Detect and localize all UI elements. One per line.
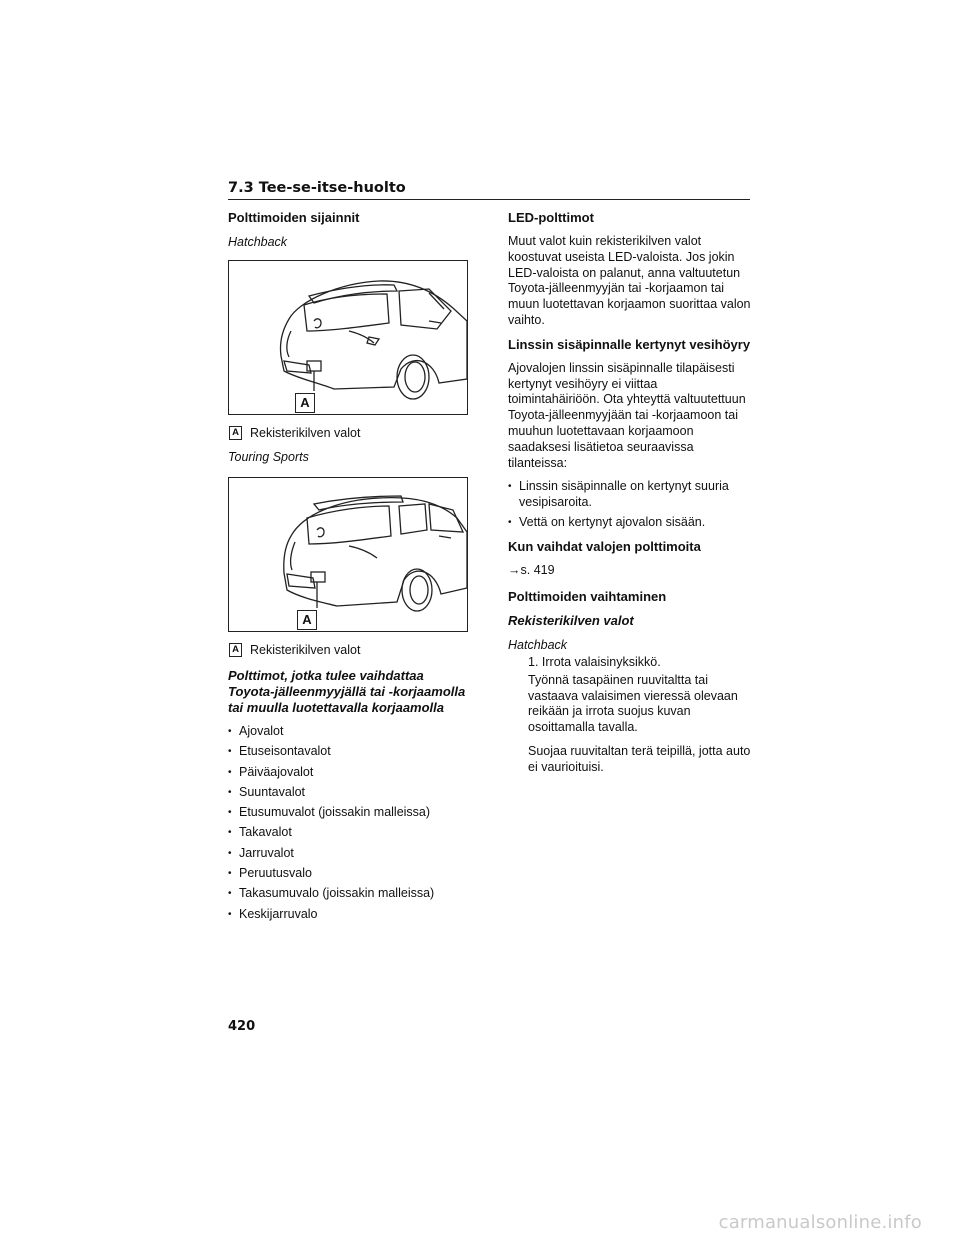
hatchback-caption: Hatchback xyxy=(228,235,288,249)
step-detail: Suojaa ruuvitaltan terä teipillä, jotta auto ei vaurioituisi. xyxy=(528,744,751,774)
list-item: • Takavalot xyxy=(228,825,472,841)
change-heading: Polttimoiden vaihtaminen xyxy=(508,589,667,605)
list-item: • Suuntavalot xyxy=(228,785,472,801)
right-column xyxy=(508,210,752,784)
hatchback-car-drawing xyxy=(229,261,469,416)
step-item: 1. Irrota valaisinyksikkö. xyxy=(528,655,661,670)
list-item: • Ajovalot xyxy=(228,724,472,740)
list-item: • Takasumuvalo (joissakin malleissa) xyxy=(228,886,472,902)
fog-heading: Linssin sisäpinnalle kertynyt vesihöyry xyxy=(508,336,751,352)
fog-list xyxy=(508,479,752,531)
replace-heading: Kun vaihdat valojen polttimoita xyxy=(508,539,701,555)
legend-badge: A xyxy=(229,426,242,440)
dealer-bulb-list xyxy=(228,724,472,922)
list-item: • Etuseisontavalot xyxy=(228,744,472,760)
plate-hatchback-caption: Hatchback xyxy=(508,638,568,653)
step-detail: Työnnä tasapäinen ruuvitaltta tai vastaava valaisimen vieressä olevaan reikään ja irrota suojus kuvan osoittamalla tavalla. xyxy=(528,672,738,735)
callout-a-label: A xyxy=(297,610,317,630)
list-item: • Keskijarruvalo xyxy=(228,907,472,923)
touring-car-drawing xyxy=(229,478,469,633)
page-reference: →s. 419 xyxy=(508,563,555,578)
legend-text: Rekisterikilven valot xyxy=(250,426,361,440)
list-item: • Peruutusvalo xyxy=(228,866,472,882)
left-column xyxy=(228,210,472,930)
led-heading: LED-polttimot xyxy=(508,210,594,225)
steps-list xyxy=(508,655,752,671)
led-paragraph: Muut valot kuin rekisterikilven valot koostuvat useista LED-valoista. Jos jokin LED-valoista on palanut, anna valtuutetun Toyota-jälleenmyyjän tai -korjaamon tai muun luotettavan korjaamon suorittaa valon vaihto. xyxy=(508,234,751,327)
list-item: • Etusumuvalot (joissakin malleissa) xyxy=(228,805,472,821)
touring-sports-illustration xyxy=(228,477,468,632)
list-item: • Linssin sisäpinnalle on kertynyt suuria vesipisaroita. xyxy=(508,479,752,511)
bulb-locations-heading: Polttimoiden sijainnit xyxy=(228,210,360,225)
dealer-bulbs-heading: Polttimot, jotka tulee vaihdattaa Toyota-jälleenmyyjällä tai -korjaamolla tai muulla luotettavalla korjaamolla xyxy=(228,668,466,715)
list-item: • Jarruvalot xyxy=(228,846,472,862)
legend-row xyxy=(228,425,472,441)
list-item: • Päiväajovalot xyxy=(228,765,472,781)
touring-sports-caption: Touring Sports xyxy=(228,450,309,464)
page-number: 420 xyxy=(228,1019,256,1034)
legend-badge: A xyxy=(229,643,242,657)
watermark: carmanualsonline.info xyxy=(718,1212,922,1233)
section-header xyxy=(228,180,750,200)
fog-paragraph: Ajovalojen linssin sisäpinnalle tilapäisesti kertynyt vesihöyry ei viittaa toimintahäiriöön. Ota yhteyttä valtuutettuun Toyota-jälleenmyyjään tai -korjaamoon tai muuhun luotettavaan korjaamoon saadaksesi lisätietoa seuraavissa tilanteissa: xyxy=(508,360,746,470)
plate-lights-heading: Rekisterikilven valot xyxy=(508,613,634,629)
hatchback-illustration xyxy=(228,260,468,415)
legend-row xyxy=(228,642,472,658)
list-item: • Vettä on kertynyt ajovalon sisään. xyxy=(508,515,752,531)
legend-text: Rekisterikilven valot xyxy=(250,643,361,657)
section-title: 7.3 Tee-se-itse-huolto xyxy=(228,180,406,196)
callout-a-label: A xyxy=(295,393,315,413)
